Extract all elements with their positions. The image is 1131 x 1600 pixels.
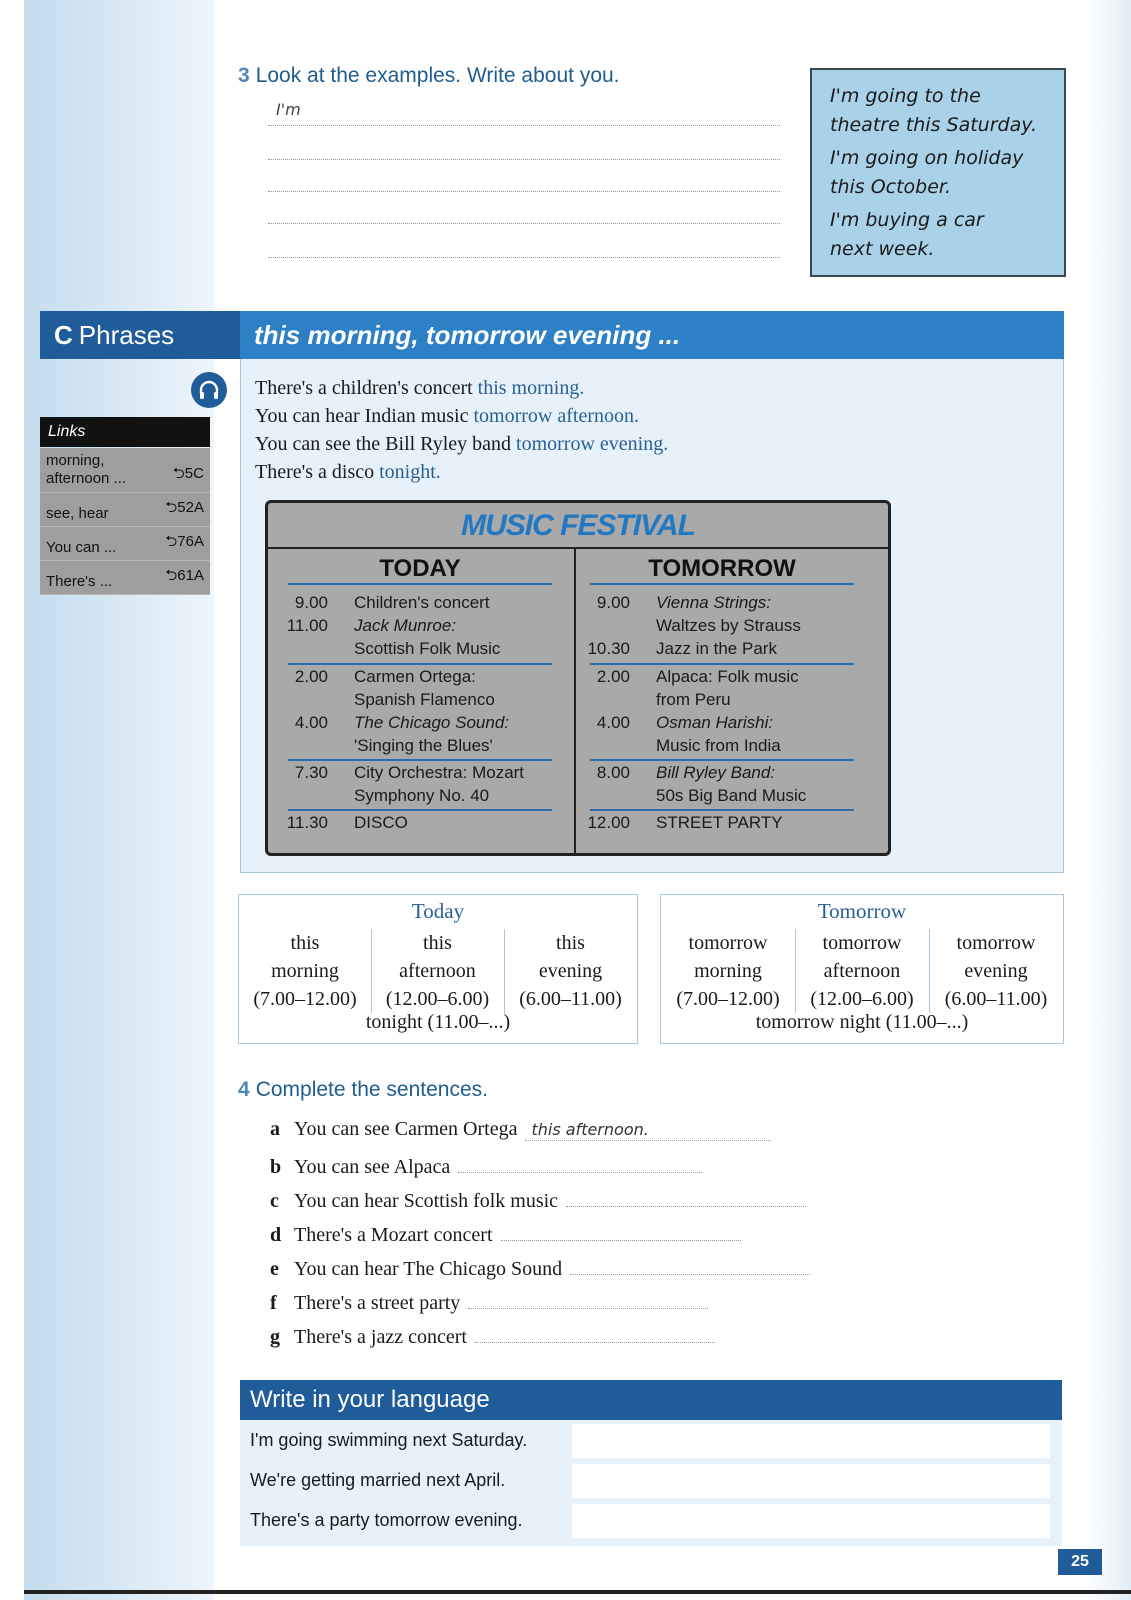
time-range: (6.00–11.00) — [519, 988, 622, 1010]
event-row — [278, 811, 568, 833]
event-row — [580, 711, 880, 757]
link-item[interactable] — [40, 561, 210, 595]
item-letter: e — [270, 1258, 279, 1280]
exercise-3-instruction: Look at the examples. Write about you. — [255, 64, 620, 87]
event-time: 11.00 — [286, 616, 328, 635]
event-time: 2.00 — [294, 667, 328, 686]
sentence-item — [270, 1288, 810, 1322]
translation-prompt: I'm going swimming next Saturday. — [250, 1430, 528, 1450]
exercise-4-title — [238, 1078, 488, 1102]
event-row — [580, 591, 880, 637]
time-word: this — [290, 932, 320, 954]
event-title: STREET PARTY — [656, 813, 783, 832]
sentence-item — [270, 1118, 810, 1152]
time-range: (7.00–12.00) — [253, 988, 357, 1010]
event-time: 9.00 — [596, 593, 630, 612]
event-title: DISCO — [354, 813, 408, 832]
sentence-item — [270, 1152, 810, 1186]
today-table-footer: tonight (11.00–...) — [365, 1011, 511, 1033]
intro-text: You can hear Indian music — [255, 405, 474, 427]
sentence-item — [270, 1220, 810, 1254]
page-bottom-rule — [24, 1590, 1131, 1594]
event-title: Children's concert — [354, 593, 490, 612]
event-subtitle: Spanish Flamenco — [354, 690, 495, 709]
translation-field[interactable] — [572, 1504, 1050, 1538]
intro-line — [255, 402, 668, 430]
link-label: see, hear — [46, 505, 109, 522]
event-row — [278, 591, 568, 613]
tomorrow-table-title: Tomorrow — [817, 899, 907, 923]
heading-rule — [288, 583, 552, 585]
event-row — [278, 665, 568, 711]
write-line-2[interactable] — [268, 158, 780, 160]
event-subtitle: Scottish Folk Music — [354, 639, 501, 658]
answer-field[interactable] — [566, 1186, 806, 1207]
event-title: City Orchestra: Mozart — [354, 763, 525, 782]
poster-title: MUSIC FESTIVAL — [461, 509, 695, 542]
event-time: 9.00 — [294, 593, 328, 612]
time-word: tomorrow — [956, 932, 1036, 954]
item-text: There's a Mozart concert — [294, 1224, 493, 1246]
example-line: I'm going to the — [830, 85, 981, 107]
item-text: You can see Carmen Ortega — [294, 1118, 518, 1140]
event-time: 10.30 — [587, 639, 630, 658]
time-column — [795, 929, 930, 1013]
time-word: evening — [538, 960, 603, 982]
example-line: theatre this Saturday. — [830, 114, 1038, 136]
today-heading: TODAY — [379, 555, 461, 582]
page-number: 25 — [1058, 1549, 1102, 1575]
links-list — [40, 448, 210, 595]
write-line-3[interactable] — [268, 190, 780, 192]
example-line: this October. — [830, 176, 952, 198]
translation-row — [240, 1462, 1062, 1502]
answer-field[interactable] — [475, 1322, 715, 1343]
time-column — [239, 929, 372, 1013]
tomorrow-heading: TOMORROW — [648, 555, 796, 582]
example-line: next week. — [830, 238, 935, 260]
example-line: I'm going on holiday — [830, 147, 1024, 169]
event-title: The Chicago Sound: — [354, 713, 509, 732]
exercise-4-instruction: Complete the sentences. — [255, 1078, 488, 1101]
answer-field[interactable] — [468, 1288, 708, 1309]
event-subtitle: Symphony No. 40 — [354, 786, 490, 805]
link-ref: ⮌61A — [165, 567, 204, 584]
event-subtitle: Waltzes by Strauss — [656, 616, 801, 635]
time-range: (7.00–12.00) — [676, 988, 780, 1010]
event-title: Bill Ryley Band: — [656, 763, 776, 782]
link-ref: ⮌52A — [165, 499, 204, 516]
examples-note-card — [810, 68, 1066, 277]
event-title: Jazz in the Park — [656, 639, 777, 658]
write-in-your-language-panel — [240, 1420, 1062, 1546]
intro-line — [255, 430, 668, 458]
event-time: 4.00 — [294, 713, 328, 732]
exercise-3-title — [238, 64, 620, 88]
time-word: evening — [964, 960, 1028, 982]
item-letter: f — [270, 1292, 277, 1314]
write-in-your-language-heading: Write in your language — [240, 1380, 1062, 1420]
event-time: 8.00 — [596, 763, 630, 782]
event-title: Jack Munroe: — [354, 616, 457, 635]
answer-field[interactable] — [501, 1220, 741, 1241]
item-letter: g — [270, 1326, 280, 1348]
event-subtitle: Music from India — [656, 736, 781, 755]
event-title: Vienna Strings: — [656, 593, 771, 612]
event-row — [278, 761, 568, 807]
event-title: Alpaca: Folk music — [656, 667, 799, 686]
answer-field[interactable] — [458, 1152, 702, 1173]
event-subtitle: 50s Big Band Music — [656, 786, 807, 805]
time-range: (12.00–6.00) — [810, 988, 914, 1010]
item-letter: b — [270, 1156, 282, 1178]
translation-field[interactable] — [572, 1464, 1050, 1498]
event-time: 11.30 — [286, 813, 328, 832]
item-text: There's a street party — [294, 1292, 461, 1314]
headphones-glyph — [197, 378, 221, 402]
exercise-4-number: 4 — [238, 1078, 250, 1101]
item-letter: d — [270, 1224, 282, 1246]
item-letter: c — [270, 1190, 279, 1212]
link-item[interactable] — [40, 448, 210, 493]
section-letter: C — [54, 320, 73, 350]
intro-line — [255, 374, 668, 402]
intro-phrase: this morning. — [477, 377, 585, 399]
item-text: You can hear Scottish folk music — [294, 1190, 559, 1212]
event-subtitle: 'Singing the Blues' — [354, 736, 493, 755]
event-row — [580, 665, 880, 711]
event-row — [278, 711, 568, 757]
exercise-4-list — [270, 1118, 810, 1356]
write-line-5[interactable] — [268, 256, 780, 258]
item-text: You can hear The Chicago Sound — [294, 1258, 563, 1280]
time-word: this — [556, 932, 585, 954]
answer-field[interactable]: this afternoon. — [525, 1120, 771, 1141]
time-column — [504, 929, 637, 1013]
event-subtitle: from Peru — [656, 690, 731, 709]
left-margin-band — [24, 0, 214, 1600]
time-word: morning — [271, 960, 339, 982]
time-word: afternoon — [399, 960, 476, 982]
intro-text: There's a disco — [255, 461, 380, 483]
heading-rule — [590, 583, 854, 585]
link-ref: ⮌5C — [172, 465, 204, 482]
section-name: Phrases — [78, 320, 175, 350]
translation-prompt: We're getting married next April. — [250, 1470, 506, 1490]
intro-phrase: tomorrow evening. — [516, 433, 669, 455]
item-text: There's a jazz concert — [294, 1326, 467, 1348]
section-heading: this morning, tomorrow evening ... — [240, 311, 1064, 359]
link-item[interactable] — [40, 527, 210, 561]
event-time: 7.30 — [294, 763, 328, 782]
time-word: afternoon — [823, 960, 901, 982]
tomorrow-table-footer: tomorrow night (11.00–...) — [755, 1011, 969, 1033]
event-row — [580, 637, 880, 659]
translation-field[interactable] — [572, 1424, 1050, 1458]
exercise-3-starter: I'm — [276, 100, 301, 119]
event-title: Osman Harishi: — [656, 713, 774, 732]
link-label: There's ... — [46, 573, 113, 590]
sentence-item — [270, 1254, 810, 1288]
music-festival-poster — [265, 500, 891, 856]
write-line-4[interactable] — [268, 222, 780, 224]
item-text: You can see Alpaca — [294, 1156, 451, 1178]
sentence-item — [270, 1322, 810, 1356]
translation-row — [240, 1422, 1062, 1462]
link-label: You can ... — [46, 539, 117, 556]
example-line: I'm buying a car — [830, 209, 984, 231]
sentence-item — [270, 1186, 810, 1220]
event-row — [580, 761, 880, 807]
exercise-3-number: 3 — [238, 64, 250, 87]
time-range: (6.00–11.00) — [944, 988, 1048, 1010]
tomorrow-time-table — [660, 894, 1064, 1044]
time-word: tomorrow — [688, 932, 768, 954]
intro-phrase: tomorrow afternoon. — [473, 405, 639, 427]
right-margin-band — [1083, 0, 1131, 1600]
link-label: morning, afternoon ... — [46, 452, 127, 487]
time-word: morning — [694, 960, 762, 982]
time-column — [371, 929, 505, 1013]
poster-rule — [268, 547, 888, 549]
time-word: this — [423, 932, 452, 954]
event-row — [580, 811, 880, 833]
today-table-title: Today — [411, 899, 465, 923]
poster-divider — [574, 547, 576, 853]
translation-prompt: There's a party tomorrow evening. — [250, 1510, 523, 1530]
links-heading: Links — [40, 417, 210, 447]
write-line-1[interactable] — [268, 124, 780, 126]
translation-row — [240, 1502, 1062, 1542]
link-item[interactable] — [40, 493, 210, 527]
intro-line — [255, 458, 668, 486]
event-time: 12.00 — [587, 813, 630, 832]
link-ref: ⮌76A — [165, 533, 204, 550]
event-title: Carmen Ortega: — [354, 667, 476, 686]
event-time: 4.00 — [596, 713, 630, 732]
item-letter: a — [270, 1118, 280, 1140]
section-tab — [40, 311, 242, 359]
intro-phrase: tonight. — [379, 461, 441, 483]
time-column — [929, 929, 1063, 1013]
today-time-table — [238, 894, 638, 1044]
time-column — [661, 929, 796, 1013]
answer-field[interactable] — [570, 1254, 810, 1275]
time-range: (12.00–6.00) — [385, 988, 490, 1010]
headphones-icon[interactable] — [191, 372, 227, 408]
event-time: 2.00 — [596, 667, 630, 686]
intro-text: You can see the Bill Ryley band — [255, 433, 517, 455]
intro-text: There's a children's concert — [255, 377, 478, 399]
event-row — [278, 614, 568, 660]
intro-sentences — [255, 374, 668, 486]
time-word: tomorrow — [822, 932, 902, 954]
